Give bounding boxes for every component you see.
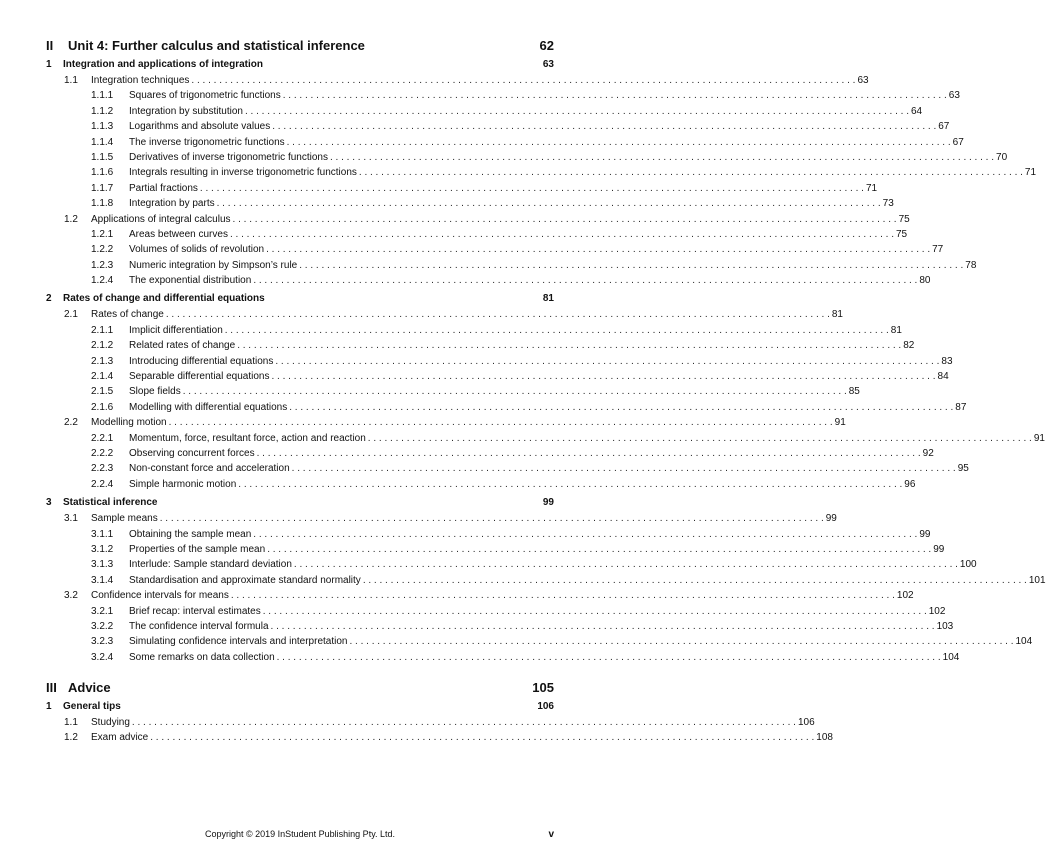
toc-entry-page: 102 xyxy=(896,590,914,602)
toc-entry-page: 77 xyxy=(932,244,944,256)
toc-entry-page: 81 xyxy=(831,309,843,321)
toc-entry-title: General tips xyxy=(63,701,121,713)
toc-entry-page: 84 xyxy=(937,371,949,383)
dot-leader: . . . . . . . . . . . . . . . . . . . . . . . . . . . . . . . . . . . . . . . . . . . . . . . . . . . . . . . . . . . . . . . . . . . . . . . . . . . . . . . . . . . . . . . . . . . . . . . . . . . . . . . . . . . . . . . . . . . . . . . . xyxy=(362,574,1027,586)
toc-entry-number: 3.2.3 xyxy=(91,636,114,648)
toc-entry-number: 2.2.4 xyxy=(91,478,114,490)
toc-sub-entry[interactable] xyxy=(46,136,964,152)
toc-entry-page: 92 xyxy=(922,447,934,459)
dot-leader: . . . . . . . . . . . . . . . . . . . . . . . . . . . . . . . . . . . . . . . . . . . . . . . . . . . . . . . . . . . . . . . . . . . . . . . . . . . . . . . . . . . . . . . . . . . . . . . . . . . . . . . . . . . . . . . . . . . . . . . . xyxy=(168,417,833,429)
toc-entry-page: 62 xyxy=(539,38,554,53)
dot-leader: . . . . . . . . . . . . . . . . . . . . . . . . . . . . . . . . . . . . . . . . . . . . . . . . . . . . . . . . . . . . . . . . . . . . . . . . . . . . . . . . . . . . . . . . . . . . . . . . . . . . . . . . . . . . . . . . . . . . . . . . xyxy=(329,151,995,163)
dot-leader: . . . . . . . . . . . . . . . . . . . . . . . . . . . . . . . . . . . . . . . . . . . . . . . . . . . . . . . . . . . . . . . . . . . . . . . . . . . . . . . . . . . . . . . . . . . . . . . . . . . . . . . . . . . . . . . . . . . . . . . . xyxy=(182,386,847,398)
toc-entry-number: 1.2.2 xyxy=(91,244,114,256)
toc-sub-entry[interactable] xyxy=(46,605,946,621)
toc-entry-page: 103 xyxy=(936,620,954,632)
toc-sub-entry[interactable] xyxy=(46,371,949,386)
toc-sec-entry[interactable] xyxy=(46,213,910,229)
toc-entry-number: 1.2 xyxy=(64,732,78,744)
toc-entry-page: 99 xyxy=(919,528,931,540)
dot-leader: . . . . . . . . . . . . . . . . . . . . . . . . . . . . . . . . . . . . . . . . . . . . . . . . . . . . . . . . . . . . . . . . . . . . . . . . . . . . . . . . . . . . . . . . . . . . . . . . . . . . . . . . . . . . . . . . . . . . . . . . xyxy=(159,513,824,525)
toc-entry-number: 3.2.4 xyxy=(91,651,114,663)
toc-entry-title: Applications of integral calculus xyxy=(91,213,231,225)
toc-sub-entry[interactable] xyxy=(46,198,894,213)
toc-entry-page: 80 xyxy=(919,275,931,287)
dot-leader: . . . . . . . . . . . . . . . . . . . . . . . . . . . . . . . . . . . . . . . . . . . . . . . . . . . . . . . . . . . . . . . . . . . . . . . . . . . . . . . . . . . . . . . . . . . . . . . . . . . . . . . . . . . . . . . . . . . . . . . . xyxy=(216,198,881,210)
toc-entry-number: 3 xyxy=(46,497,52,509)
toc-entry-number: 3.1.3 xyxy=(91,559,114,571)
toc-entry-page: 75 xyxy=(898,213,910,225)
toc-sub-entry[interactable] xyxy=(46,275,931,290)
dot-leader: . . . . . . . . . . . . . . . . . . . . . . . . . . . . . . . . . . . . . . . . . . . . . . . . . . . . . . . . . . . . . . . . . . . . . . . . . . . . . . . . . . . . . . . . . . . . . . . . . . . . . . . . . . . . . . . . . . . . . . . . xyxy=(267,543,932,555)
toc-entry-number: 1.1 xyxy=(64,75,78,86)
toc-entry-title: Areas between curves xyxy=(129,228,228,240)
toc-entry-title: Sample means xyxy=(91,513,158,525)
dot-leader: . . . . . . . . . . . . . . . . . . . . . . . . . . . . . . . . . . . . . . . . . . . . . . . . . . . . . . . . . . . . . . . . . . . . . . . . . . . . . . . . . . . . . . . . . . . . . . . . . . . . . . . . . . . . . . . . . . . . . . . . xyxy=(349,636,1014,648)
toc-entry-number: 1.1.1 xyxy=(91,90,114,102)
toc-entry-page: 99 xyxy=(825,513,837,525)
toc-entry-number: III xyxy=(46,680,57,696)
toc-sub-entry[interactable] xyxy=(46,182,878,198)
toc-sub-entry[interactable] xyxy=(46,151,1008,167)
toc-entry-title: Partial fractions xyxy=(129,182,198,194)
dot-leader: . . . . . . . . . . . . . . . . . . . . . . . . . . . . . . . . . . . . . . . . . . . . . . . . . . . . . . . . . . . . . . . . . . . . . . . . . . . . . . . . . . . . . . . . . . . . . . . . . . . . . . . . . . . . . . . . . . . . . . . . xyxy=(270,620,935,632)
toc-entry-page: 63 xyxy=(948,90,960,102)
toc-entry-title: Integration by parts xyxy=(129,198,215,210)
toc-sub-entry[interactable] xyxy=(46,228,908,244)
toc-entry-page: 67 xyxy=(938,121,950,133)
toc-entry-number: 1.1.8 xyxy=(91,198,114,210)
toc-entry-page: 75 xyxy=(895,228,908,240)
toc-entry-title: Simple harmonic motion xyxy=(129,478,237,490)
toc-entry-title: Exam advice xyxy=(91,732,149,744)
toc-entry-title: Simulating confidence intervals and interpretation xyxy=(129,636,348,648)
toc-entry-title: Non-constant force and acceleration xyxy=(129,463,290,475)
toc-entry-number: 1.1.2 xyxy=(91,105,114,117)
toc-entry-number: 3.1.4 xyxy=(91,574,114,586)
dot-leader: . . . . . . . . . . . . . . . . . . . . . . . . . . . . . . . . . . . . . . . . . . . . . . . . . . . . . . . . . . . . . . . . . . . . . . . . . . . . . . . . . . . . . . . . . . . . . . . . . . . . . . . . . . . . . . . . . . . . . . . . xyxy=(271,371,936,383)
toc-entry-title: The inverse trigonometric functions xyxy=(129,136,285,148)
toc-entry-number: 3.2.1 xyxy=(91,605,114,617)
dot-leader: . . . . . . . . . . . . . . . . . . . . . . . . . . . . . . . . . . . . . . . . . . . . . . . . . . . . . . . . . . . . . . . . . . . . . . . . . . . . . . . . . . . . . . . . . . . . . . . . . . . . . . . . . . . . . . . . . . . . . . . . xyxy=(286,136,951,148)
dot-leader: . . . . . . . . . . . . . . . . . . . . . . . . . . . . . . . . . . . . . . . . . . . . . . . . . . . . . . . . . . . . . . . . . . . . . . . . . . . . . . . . . . . . . . . . . . . . . . . . . . . . . . . . . . . . . . . . . . . . . . . . xyxy=(238,478,903,490)
toc-entry-title: Numeric integration by Simpson’s rule xyxy=(129,259,298,271)
toc-entry-number: 3.1 xyxy=(64,513,78,525)
toc-sub-entry[interactable] xyxy=(46,121,950,136)
toc-entry-number: 2.2.1 xyxy=(91,432,114,444)
toc-entry-page: 81 xyxy=(890,324,902,336)
toc-chap-entry[interactable] xyxy=(46,59,554,75)
toc-entry-number: 2.1 xyxy=(64,309,78,321)
toc-entry-title: Integration by substitution xyxy=(129,105,243,117)
toc-entry-page: 100 xyxy=(959,559,977,571)
toc-sub-entry[interactable] xyxy=(46,574,1046,590)
toc-entry-title: Modelling with differential equations xyxy=(129,401,288,413)
dot-leader: . . . . . . . . . . . . . . . . . . . . . . . . . . . . . . . . . . . . . . . . . . . . . . . . . . . . . . . . . . . . . . . . . . . . . . . . . . . . . . . . . . . . . . . . . . . . . . . . . . . . . . . . . . . . . . . . . . . . . . . . xyxy=(266,244,931,256)
toc-entry-title: Modelling motion xyxy=(91,417,167,429)
toc-entry-number: 2.1.5 xyxy=(91,386,114,398)
toc-entry-title: Slope fields xyxy=(129,386,181,398)
toc-entry-title: Integrals resulting in inverse trigonometric functions xyxy=(129,167,357,179)
dot-leader: . . . . . . . . . . . . . . . . . . . . . . . . . . . . . . . . . . . . . . . . . . . . . . . . . . . . . . . . . . . . . . . . . . . . . . . . . . . . . . . . . . . . . . . . . . . . . . . . . . . . . . . . . . . . . . . . . . . . . . . . xyxy=(199,182,864,194)
toc-entry-number: 1.1.6 xyxy=(91,167,114,179)
dot-leader: . . . . . . . . . . . . . . . . . . . . . . . . . . . . . . . . . . . . . . . . . . . . . . . . . . . . . . . . . . . . . . . . . . . . . . . . . . . . . . . . . . . . . . . . . . . . . . . . . . . . . . . . . . . . . . . . . . . . . . . . xyxy=(229,228,894,240)
dot-leader: . . . . . . . . . . . . . . . . . . . . . . . . . . . . . . . . . . . . . . . . . . . . . . . . . . . . . . . . . . . . . . . . . . . . . . . . . . . . . . . . . . . . . . . . . . . . . . . . . . . . . . . . . . . . . . . . . . . . . . . . xyxy=(150,732,815,744)
toc-entry-title: Properties of the sample mean xyxy=(129,543,266,555)
toc-entry-page: 78 xyxy=(965,259,977,271)
toc-chap-entry[interactable] xyxy=(46,497,554,513)
toc-entry-page: 99 xyxy=(542,497,554,509)
dot-leader: . . . . . . . . . . . . . . . . . . . . . . . . . . . . . . . . . . . . . . . . . . . . . . . . . . . . . . . . . . . . . . . . . . . . . . . . . . . . . . . . . . . . . . . . . . . . . . . . . . . . . . . . . . . . . . . . . . . . . . . . xyxy=(276,651,941,663)
toc-entry-page: 71 xyxy=(865,182,878,194)
toc-entry-number: 3.1.1 xyxy=(91,528,114,540)
toc-entry-page: 91 xyxy=(834,417,846,429)
toc-entry-page: 104 xyxy=(942,651,960,663)
toc-sub-entry[interactable] xyxy=(46,167,1037,182)
toc-entry-title: Integration and applications of integration xyxy=(63,59,264,70)
toc-sub-entry[interactable] xyxy=(46,478,916,494)
toc-entry-number: 3.2.2 xyxy=(91,620,114,632)
toc-sub-entry[interactable] xyxy=(46,636,1033,651)
toc-sub-entry[interactable] xyxy=(46,90,960,105)
toc-sec-entry[interactable] xyxy=(46,75,869,90)
toc-sec-entry[interactable] xyxy=(46,590,914,605)
dot-leader: . . . . . . . . . . . . . . . . . . . . . . . . . . . . . . . . . . . . . . . . . . . . . . . . . . . . . . . . . . . . . . . . . . . . . . . . . . . . . . . . . . . . . . . . . . . . . . . . . . . . . . . . . . . . . . . . . . . . . . . . xyxy=(230,590,895,602)
toc-entry-page: 83 xyxy=(941,355,953,367)
toc-entry-title: Confidence intervals for means xyxy=(91,590,229,602)
toc-entry-page: 87 xyxy=(955,401,967,413)
toc-entry-title: Logarithms and absolute values xyxy=(129,121,271,133)
toc-entry-page: 102 xyxy=(928,605,946,617)
toc-entry-number: 1.1.4 xyxy=(91,136,114,148)
toc-entry-page: 63 xyxy=(542,59,554,70)
toc-entry-title: The confidence interval formula xyxy=(129,620,269,632)
toc-sub-entry[interactable] xyxy=(46,105,923,121)
toc-entry-title: Related rates of change xyxy=(129,340,236,352)
dot-leader: . . . . . . . . . . . . . . . . . . . . . . . . . . . . . . . . . . . . . . . . . . . . . . . . . . . . . . . . . . . . . . . . . . . . . . . . . . . . . . . . . . . . . . . . . . . . . . . . . . . . . . . . . . . . . . . . . . . . . . . . xyxy=(244,105,909,117)
toc-entry-number: 1.2.1 xyxy=(91,228,114,240)
table-of-contents xyxy=(46,38,1046,748)
toc-entry-page: 82 xyxy=(903,340,915,352)
toc-sec-entry[interactable] xyxy=(46,417,846,432)
toc-entry-number: 1.2.3 xyxy=(91,259,114,271)
toc-sec-entry[interactable] xyxy=(46,732,833,747)
toc-entry-number: 2.1.3 xyxy=(91,355,114,367)
dot-leader: . . . . . . . . . . . . . . . . . . . . . . . . . . . . . . . . . . . . . . . . . . . . . . . . . . . . . . . . . . . . . . . . . . . . . . . . . . . . . . . . . . . . . . . . . . . . . . . . . . . . . . . . . . . . . . . . . . . . . . . . xyxy=(232,213,897,225)
toc-entry-title: Advice xyxy=(68,680,111,696)
toc-entry-number: 1.1.7 xyxy=(91,182,114,194)
toc-entry-title: Unit 4: Further calculus and statistical inference xyxy=(68,38,365,53)
toc-entry-number: 1.1 xyxy=(64,717,78,729)
toc-entry-page: 108 xyxy=(816,732,833,744)
toc-entry-page: 105 xyxy=(532,680,554,696)
toc-entry-number: II xyxy=(46,38,54,53)
toc-entry-number: 2.1.2 xyxy=(91,340,114,352)
toc-entry-title: Rates of change and differential equations xyxy=(63,293,265,305)
toc-sub-entry[interactable] xyxy=(46,447,934,463)
toc-entry-page: 106 xyxy=(537,701,554,713)
dot-leader: . . . . . . . . . . . . . . . . . . . . . . . . . . . . . . . . . . . . . . . . . . . . . . . . . . . . . . . . . . . . . . . . . . . . . . . . . . . . . . . . . . . . . . . . . . . . . . . . . . . . . . . . . . . . . . . . . . . . . . . . xyxy=(131,717,796,729)
toc-entry-title: Observing concurrent forces xyxy=(129,447,255,459)
toc-entry-number: 1 xyxy=(46,701,52,713)
toc-entry-page: 71 xyxy=(1024,167,1037,179)
dot-leader: . . . . . . . . . . . . . . . . . . . . . . . . . . . . . . . . . . . . . . . . . . . . . . . . . . . . . . . . . . . . . . . . . . . . . . . . . . . . . . . . . . . . . . . . . . . . . . . . . . . . . . . . . . . . . . . . . . . . . . . . xyxy=(299,259,964,271)
toc-sub-entry[interactable] xyxy=(46,386,860,401)
toc-sub-entry[interactable] xyxy=(46,432,1045,448)
dot-leader: . . . . . . . . . . . . . . . . . . . . . . . . . . . . . . . . . . . . . . . . . . . . . . . . . . . . . . . . . . . . . . . . . . . . . . . . . . . . . . . . . . . . . . . . . . . . . . . . . . . . . . . . . . . . . . . . . . . . . . . . xyxy=(367,432,1032,444)
page-number: v xyxy=(548,829,554,840)
toc-sub-entry[interactable] xyxy=(46,340,915,355)
toc-sec-entry[interactable] xyxy=(46,513,837,528)
toc-sec-entry[interactable] xyxy=(46,717,815,732)
dot-leader: . . . . . . . . . . . . . . . . . . . . . . . . . . . . . . . . . . . . . . . . . . . . . . . . . . . . . . . . . . . . . . . . . . . . . . . . . . . . . . . . . . . . . . . . . . . . . . . . . . . . . . . . . . . . . . . . . . . . . . . . xyxy=(282,90,947,102)
toc-chap-entry[interactable] xyxy=(46,701,554,717)
toc-entry-title: Statistical inference xyxy=(63,497,158,509)
toc-sub-entry[interactable] xyxy=(46,620,954,636)
toc-sub-entry[interactable] xyxy=(46,528,931,544)
toc-entry-page: 91 xyxy=(1033,432,1045,444)
toc-entry-title: Interlude: Sample standard deviation xyxy=(129,559,292,571)
toc-entry-title: The exponential distribution xyxy=(129,275,252,287)
part-spacer xyxy=(46,667,554,680)
toc-entry-page: 104 xyxy=(1015,636,1033,648)
toc-entry-title: Brief recap: interval estimates xyxy=(129,605,261,617)
dot-leader: . . . . . . . . . . . . . . . . . . . . . . . . . . . . . . . . . . . . . . . . . . . . . . . . . . . . . . . . . . . . . . . . . . . . . . . . . . . . . . . . . . . . . . . . . . . . . . . . . . . . . . . . . . . . . . . . . . . . . . . . xyxy=(224,324,889,336)
toc-entry-number: 1.2.4 xyxy=(91,275,114,287)
toc-entry-number: 2.1.4 xyxy=(91,371,114,383)
toc-entry-title: Momentum, force, resultant force, action and reaction xyxy=(129,432,366,444)
toc-entry-number: 3.1.2 xyxy=(91,543,114,555)
toc-entry-title: Rates of change xyxy=(91,309,164,321)
toc-entry-title: Implicit differentiation xyxy=(129,324,223,336)
toc-entry-page: 101 xyxy=(1028,574,1046,586)
toc-entry-page: 70 xyxy=(996,151,1008,163)
toc-entry-page: 73 xyxy=(882,198,894,210)
dot-leader: . . . . . . . . . . . . . . . . . . . . . . . . . . . . . . . . . . . . . . . . . . . . . . . . . . . . . . . . . . . . . . . . . . . . . . . . . . . . . . . . . . . . . . . . . . . . . . . . . . . . . . . . . . . . . . . . . . . . . . . . xyxy=(191,75,856,86)
toc-entry-number: 2.1.6 xyxy=(91,401,114,413)
toc-entry-title: Introducing differential equations xyxy=(129,355,274,367)
dot-leader: . . . . . . . . . . . . . . . . . . . . . . . . . . . . . . . . . . . . . . . . . . . . . . . . . . . . . . . . . . . . . . . . . . . . . . . . . . . . . . . . . . . . . . . . . . . . . . . . . . . . . . . . . . . . . . . . . . . . . . . . xyxy=(256,447,921,459)
toc-entry-title: Integration techniques xyxy=(91,75,190,86)
toc-entry-number: 3.2 xyxy=(64,590,78,602)
dot-leader: . . . . . . . . . . . . . . . . . . . . . . . . . . . . . . . . . . . . . . . . . . . . . . . . . . . . . . . . . . . . . . . . . . . . . . . . . . . . . . . . . . . . . . . . . . . . . . . . . . . . . . . . . . . . . . . . . . . . . . . . xyxy=(289,401,954,413)
dot-leader: . . . . . . . . . . . . . . . . . . . . . . . . . . . . . . . . . . . . . . . . . . . . . . . . . . . . . . . . . . . . . . . . . . . . . . . . . . . . . . . . . . . . . . . . . . . . . . . . . . . . . . . . . . . . . . . . . . . . . . . . xyxy=(237,340,902,352)
toc-entry-title: Separable differential equations xyxy=(129,371,270,383)
toc-entry-title: Squares of trigonometric functions xyxy=(129,90,281,102)
toc-sub-entry[interactable] xyxy=(46,259,977,275)
toc-sub-entry[interactable] xyxy=(46,651,960,667)
toc-entry-title: Standardisation and approximate standard normality xyxy=(129,574,361,586)
toc-entry-page: 99 xyxy=(933,543,945,555)
toc-entry-title: Studying xyxy=(91,717,130,729)
toc-entry-title: Derivatives of inverse trigonometric functions xyxy=(129,151,328,163)
toc-sub-entry[interactable] xyxy=(46,543,945,559)
toc-entry-title: Obtaining the sample mean xyxy=(129,528,252,540)
toc-entry-number: 1.2 xyxy=(64,213,78,225)
dot-leader: . . . . . . . . . . . . . . . . . . . . . . . . . . . . . . . . . . . . . . . . . . . . . . . . . . . . . . . . . . . . . . . . . . . . . . . . . . . . . . . . . . . . . . . . . . . . . . . . . . . . . . . . . . . . . . . . . . . . . . . . xyxy=(358,167,1023,179)
toc-entry-title: Volumes of solids of revolution xyxy=(129,244,265,256)
toc-entry-page: 67 xyxy=(952,136,964,148)
toc-entry-number: 1 xyxy=(46,59,52,70)
dot-leader: . . . . . . . . . . . . . . . . . . . . . . . . . . . . . . . . . . . . . . . . . . . . . . . . . . . . . . . . . . . . . . . . . . . . . . . . . . . . . . . . . . . . . . . . . . . . . . . . . . . . . . . . . . . . . . . . . . . . . . . . xyxy=(253,275,918,287)
toc-entry-number: 2.2.3 xyxy=(91,463,114,475)
toc-entry-page: 85 xyxy=(848,386,860,398)
toc-entry-number: 1.1.3 xyxy=(91,121,114,133)
toc-entry-number: 2 xyxy=(46,293,52,305)
dot-leader: . . . . . . . . . . . . . . . . . . . . . . . . . . . . . . . . . . . . . . . . . . . . . . . . . . . . . . . . . . . . . . . . . . . . . . . . . . . . . . . . . . . . . . . . . . . . . . . . . . . . . . . . . . . . . . . . . . . . . . . . xyxy=(275,355,940,367)
toc-entry-page: 106 xyxy=(797,717,815,729)
toc-sub-entry[interactable] xyxy=(46,355,953,371)
toc-entry-page: 64 xyxy=(911,105,923,117)
toc-entry-number: 2.2.2 xyxy=(91,447,114,459)
toc-sec-entry[interactable] xyxy=(46,309,843,324)
dot-leader: . . . . . . . . . . . . . . . . . . . . . . . . . . . . . . . . . . . . . . . . . . . . . . . . . . . . . . . . . . . . . . . . . . . . . . . . . . . . . . . . . . . . . . . . . . . . . . . . . . . . . . . . . . . . . . . . . . . . . . . . xyxy=(272,121,937,133)
toc-entry-page: 81 xyxy=(542,293,554,305)
toc-entry-page: 95 xyxy=(957,463,969,475)
copyright-notice: Copyright © 2019 InStudent Publishing Pty. Ltd. xyxy=(204,829,396,839)
dot-leader: . . . . . . . . . . . . . . . . . . . . . . . . . . . . . . . . . . . . . . . . . . . . . . . . . . . . . . . . . . . . . . . . . . . . . . . . . . . . . . . . . . . . . . . . . . . . . . . . . . . . . . . . . . . . . . . . . . . . . . . . xyxy=(291,463,956,475)
toc-chap-entry[interactable] xyxy=(46,293,554,309)
toc-entry-page: 63 xyxy=(857,75,869,86)
toc-sub-entry[interactable] xyxy=(46,559,977,574)
toc-sub-entry[interactable] xyxy=(46,401,967,417)
dot-leader: . . . . . . . . . . . . . . . . . . . . . . . . . . . . . . . . . . . . . . . . . . . . . . . . . . . . . . . . . . . . . . . . . . . . . . . . . . . . . . . . . . . . . . . . . . . . . . . . . . . . . . . . . . . . . . . . . . . . . . . . xyxy=(262,605,927,617)
toc-entry-number: 1.1.5 xyxy=(91,151,114,163)
toc-sub-entry[interactable] xyxy=(46,463,969,478)
toc-entry-title: Some remarks on data collection xyxy=(129,651,275,663)
toc-part-entry[interactable] xyxy=(46,38,554,56)
page-footer xyxy=(0,829,600,843)
toc-sub-entry[interactable] xyxy=(46,244,944,259)
dot-leader: . . . . . . . . . . . . . . . . . . . . . . . . . . . . . . . . . . . . . . . . . . . . . . . . . . . . . . . . . . . . . . . . . . . . . . . . . . . . . . . . . . . . . . . . . . . . . . . . . . . . . . . . . . . . . . . . . . . . . . . . xyxy=(293,559,958,571)
toc-part-entry[interactable] xyxy=(46,680,554,698)
toc-entry-page: 96 xyxy=(904,478,916,490)
toc-sub-entry[interactable] xyxy=(46,324,902,340)
dot-leader: . . . . . . . . . . . . . . . . . . . . . . . . . . . . . . . . . . . . . . . . . . . . . . . . . . . . . . . . . . . . . . . . . . . . . . . . . . . . . . . . . . . . . . . . . . . . . . . . . . . . . . . . . . . . . . . . . . . . . . . . xyxy=(165,309,830,321)
toc-entry-number: 2.1.1 xyxy=(91,324,114,336)
toc-entry-number: 2.2 xyxy=(64,417,78,429)
dot-leader: . . . . . . . . . . . . . . . . . . . . . . . . . . . . . . . . . . . . . . . . . . . . . . . . . . . . . . . . . . . . . . . . . . . . . . . . . . . . . . . . . . . . . . . . . . . . . . . . . . . . . . . . . . . . . . . . . . . . . . . . xyxy=(253,528,918,540)
